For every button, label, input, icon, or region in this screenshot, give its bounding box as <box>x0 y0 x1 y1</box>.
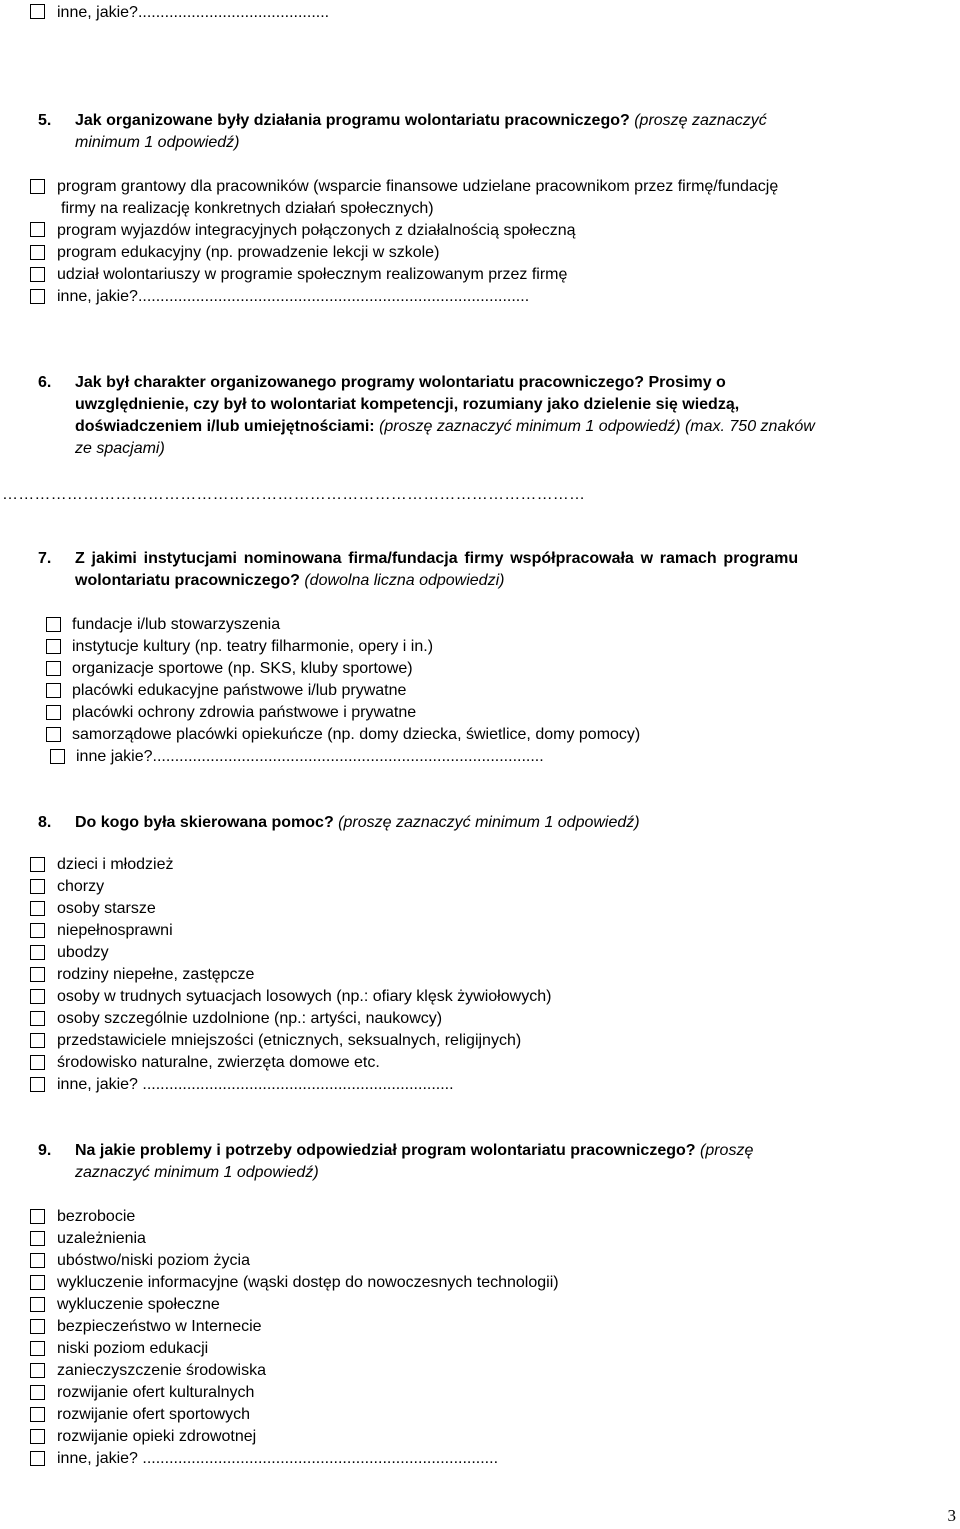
checkbox[interactable] <box>30 1319 45 1334</box>
question-number: 7. <box>38 550 52 567</box>
option-label: bezpieczeństwo w Internecie <box>57 1318 262 1335</box>
option-label: rozwijanie ofert kulturalnych <box>57 1384 255 1401</box>
question-instruction: minimum 1 odpowiedź) <box>75 134 240 151</box>
option-label: osoby szczególnie uzdolnione (np.: artyści, naukowcy) <box>57 1010 443 1027</box>
checkbox[interactable] <box>50 749 65 764</box>
checkbox[interactable] <box>46 727 61 742</box>
option-label: chorzy <box>57 878 105 895</box>
option-label: program grantowy dla pracowników (wsparcie finansowe udzielane pracownikom przez firmę/fundację <box>57 178 779 195</box>
option-label: organizacje sportowe (np. SKS, kluby sportowe) <box>72 660 413 677</box>
question-title-text: Na jakie problemy i potrzeby odpowiedział program wolontariatu pracowniczego? <box>75 1142 696 1159</box>
option-label: inne, jakie? ...................................................................... <box>57 1076 454 1093</box>
option-label: bezrobocie <box>57 1208 136 1225</box>
option-label: rozwijanie opieki zdrowotnej <box>57 1428 257 1445</box>
checkbox[interactable] <box>30 1407 45 1422</box>
checkbox[interactable] <box>30 1341 45 1356</box>
checkbox[interactable] <box>30 967 45 982</box>
option-label: osoby starsze <box>57 900 156 917</box>
checkbox[interactable] <box>30 879 45 894</box>
checkbox[interactable] <box>30 857 45 872</box>
option-label: wykluczenie społeczne <box>57 1296 220 1313</box>
option-label: dzieci i młodzież <box>57 856 174 873</box>
question-title <box>75 812 640 833</box>
checkbox[interactable] <box>30 1385 45 1400</box>
question-title: uwzględnienie, czy był to wolontariat kompetencji, rozumiany jako dzielenie się wiedzą, <box>75 396 740 413</box>
option-label: ubóstwo/niski poziom życia <box>57 1252 250 1269</box>
option-label: osoby w trudnych sytuacjach losowych (np.: ofiary klęsk żywiołowych) <box>57 988 552 1005</box>
question-instruction: (proszę <box>695 1142 754 1159</box>
checkbox[interactable] <box>30 179 45 194</box>
question-title-text: Jak organizowane były działania programu wolontariatu pracowniczego? <box>75 112 630 129</box>
checkbox[interactable] <box>30 1209 45 1224</box>
checkbox[interactable] <box>30 245 45 260</box>
option-label: przedstawiciele mniejszości (etnicznych, seksualnych, religijnych) <box>57 1032 522 1049</box>
question-instruction: zaznaczyć minimum 1 odpowiedź) <box>75 1164 319 1181</box>
checkbox[interactable] <box>30 923 45 938</box>
option-label: niepełnosprawni <box>57 922 173 939</box>
option-label: środowisko naturalne, zwierzęta domowe etc. <box>57 1054 380 1071</box>
option-label: program wyjazdów integracyjnych połączonych z działalnością społeczną <box>57 222 576 239</box>
checkbox[interactable] <box>30 1451 45 1466</box>
checkbox[interactable] <box>30 1011 45 1026</box>
option-label: instytucje kultury (np. teatry filharmonie, opery i in.) <box>72 638 434 655</box>
checkbox[interactable] <box>30 1055 45 1070</box>
checkbox[interactable] <box>30 222 45 237</box>
checkbox[interactable] <box>30 267 45 282</box>
checkbox[interactable] <box>30 1253 45 1268</box>
checkbox[interactable] <box>30 1297 45 1312</box>
checkbox[interactable] <box>30 1429 45 1444</box>
option-label: placówki edukacyjne państwowe i/lub prywatne <box>72 682 407 699</box>
option-label: samorządowe placówki opiekuńcze (np. domy dziecka, świetlice, domy pomocy) <box>72 726 641 743</box>
option-label: firmy na realizację konkretnych działań społecznych) <box>61 200 434 217</box>
checkbox[interactable] <box>30 1363 45 1378</box>
option-label: zanieczyszczenie środowiska <box>57 1362 266 1379</box>
option-label: inne, jakie?........................................... <box>57 4 330 21</box>
question-instruction: ze spacjami) <box>75 440 165 457</box>
question-title <box>75 570 504 591</box>
option-label: uzależnienia <box>57 1230 146 1247</box>
checkbox[interactable] <box>46 617 61 632</box>
checkbox[interactable] <box>46 639 61 654</box>
option-label: ubodzy <box>57 944 109 961</box>
page-number: 3 <box>947 1506 956 1525</box>
option-label: fundacje i/lub stowarzyszenia <box>72 616 281 633</box>
checkbox[interactable] <box>30 945 45 960</box>
question-title <box>75 1140 753 1161</box>
checkbox[interactable] <box>30 901 45 916</box>
question-instruction: (proszę zaznaczyć minimum 1 odpowiedź) <box>333 814 640 831</box>
checkbox[interactable] <box>30 289 45 304</box>
checkbox[interactable] <box>30 1231 45 1246</box>
checkbox[interactable] <box>46 661 61 676</box>
option-label: udział wolontariuszy w programie społecznym realizowanym przez firmę <box>57 266 568 283</box>
option-label: program edukacyjny (np. prowadzenie lekcji w szkole) <box>57 244 440 261</box>
question-title: Jak był charakter organizowanego programy wolontariatu pracowniczego? Prosimy o <box>75 374 726 391</box>
checkbox[interactable] <box>30 989 45 1004</box>
question-title-text: Do kogo była skierowana pomoc? <box>75 814 334 831</box>
checkbox[interactable] <box>46 683 61 698</box>
question-number: 9. <box>38 1142 52 1159</box>
question-title: Z jakimi instytucjami nominowana firma/fundacja firmy współpracowała w ramach programu <box>75 550 799 567</box>
question-title-text: wolontariatu pracowniczego? <box>75 572 300 589</box>
option-label: placówki ochrony zdrowia państwowe i prywatne <box>72 704 417 721</box>
question-instruction: (dowolna liczna odpowiedzi) <box>299 572 505 589</box>
checkbox[interactable] <box>46 705 61 720</box>
question-instruction: (proszę zaznaczyć minimum 1 odpowiedź) (max. 750 znaków <box>374 418 815 435</box>
checkbox[interactable] <box>30 1077 45 1092</box>
option-label: inne jakie?........................................................................................ <box>76 748 544 765</box>
question-number: 5. <box>38 112 52 129</box>
question-title <box>75 416 815 437</box>
option-label: niski poziom edukacji <box>57 1340 209 1357</box>
checkbox[interactable] <box>30 4 45 19</box>
option-label: inne, jakie?........................................................................................ <box>57 288 530 305</box>
question-number: 6. <box>38 374 52 391</box>
answer-field[interactable]: ……………………………………………………………………………………………… <box>2 486 586 503</box>
option-label: rodziny niepełne, zastępcze <box>57 966 255 983</box>
question-instruction: (proszę zaznaczyć <box>629 112 767 129</box>
checkbox[interactable] <box>30 1275 45 1290</box>
checkbox[interactable] <box>30 1033 45 1048</box>
option-label: rozwijanie ofert sportowych <box>57 1406 250 1423</box>
question-title <box>75 110 767 131</box>
option-label: wykluczenie informacyjne (wąski dostęp do nowoczesnych technologii) <box>57 1274 559 1291</box>
question-number: 8. <box>38 814 52 831</box>
option-label: inne, jakie? ................................................................................ <box>57 1450 499 1467</box>
question-title-text: doświadczeniem i/lub umiejętnościami: <box>75 418 375 435</box>
